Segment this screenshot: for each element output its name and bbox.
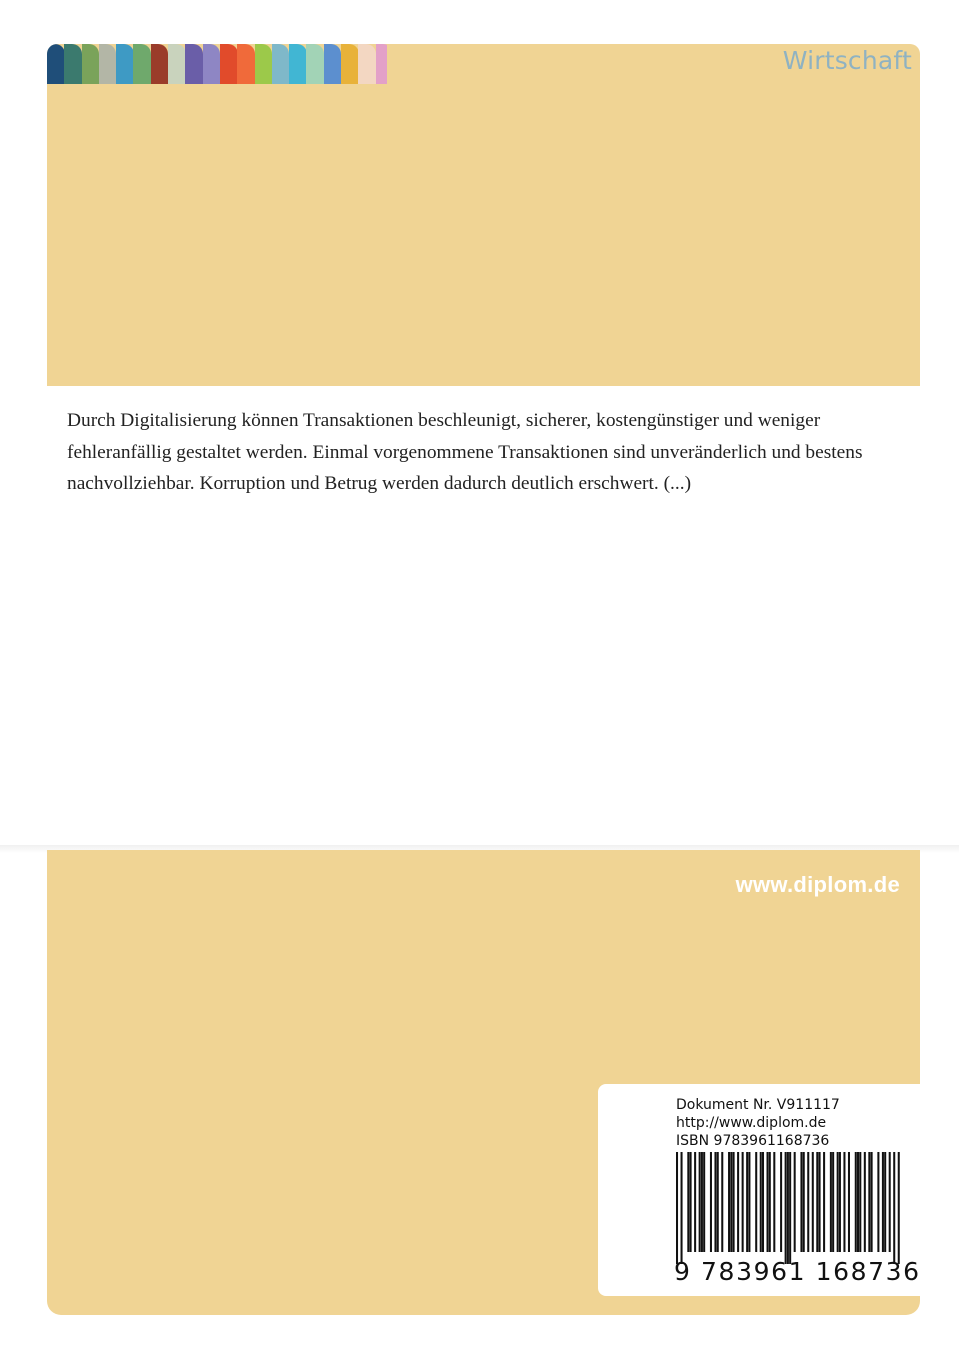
barcode-bar [681,1152,683,1264]
color-stripe [203,44,221,84]
color-stripe [289,44,307,84]
color-stripe [237,44,255,84]
barcode-bar [889,1152,891,1252]
barcode-bar [823,1152,825,1252]
barcode-bar [733,1152,735,1252]
barcode-bar [848,1152,850,1252]
barcode-bar [687,1152,689,1252]
color-stripe [306,44,324,84]
barcode-bar [721,1152,723,1252]
barcode-bar [728,1152,730,1252]
barcode-bar [898,1152,900,1264]
category-label: Wirtschaft [782,46,912,75]
barcode-bar [830,1152,832,1252]
barcode-bar [785,1152,787,1264]
color-stripe [116,44,134,84]
barcode-bar [819,1152,821,1252]
barcode-bar [877,1152,879,1252]
barcode-bar [746,1152,748,1252]
barcode-bar [773,1152,775,1252]
barcode-bar [812,1152,814,1252]
barcode-bar [859,1152,861,1252]
barcode-bar [789,1152,791,1264]
barcode-bar [893,1152,895,1264]
barcode-bar [857,1152,859,1252]
barcode-bar [855,1152,857,1252]
barcode-bar [748,1152,750,1252]
color-stripe [220,44,238,84]
barcode-bar [710,1152,712,1252]
color-stripe [168,44,186,84]
barcode-digits: 9 783961 168736 [674,1257,921,1286]
color-stripe [82,44,100,84]
color-stripe [272,44,290,84]
color-stripes [47,44,387,84]
document-number: Dokument Nr. V911117 [676,1097,840,1113]
barcode-bar [832,1152,834,1252]
barcode-bar [762,1152,764,1252]
barcode-bar [884,1152,886,1252]
color-stripe [358,44,376,84]
barcode-bar [843,1152,845,1252]
color-stripe [47,44,65,84]
barcode-bar [868,1152,870,1252]
barcode-bar [767,1152,769,1252]
barcode-bar [816,1152,818,1252]
barcode-bar [742,1152,744,1252]
barcode-bar [800,1152,802,1252]
barcode-bar [769,1152,771,1252]
color-stripe [185,44,203,84]
barcode-bar [794,1152,796,1252]
barcode-icon [676,1152,900,1264]
barcode-bar [701,1152,703,1252]
barcode-bar [780,1152,782,1252]
color-stripe [99,44,117,84]
publisher-website[interactable]: www.diplom.de [735,872,900,897]
barcode-bar [803,1152,805,1252]
barcode-bar [703,1152,705,1252]
barcode-bar [871,1152,873,1252]
barcode-bar [755,1152,757,1252]
barcode-bar [864,1152,866,1252]
cover-top-panel [47,44,920,386]
barcode-bar [714,1152,716,1252]
color-stripe [376,44,387,84]
barcode-bar [837,1152,839,1252]
barcode-bar [882,1152,884,1252]
isbn-number: ISBN 9783961168736 [676,1133,830,1149]
barcode-bar [694,1152,696,1252]
barcode-bar [717,1152,719,1252]
barcode-bar [839,1152,841,1252]
color-stripe [133,44,151,84]
barcode-bar [737,1152,739,1252]
color-stripe [324,44,342,84]
color-stripe [255,44,273,84]
color-stripe [151,44,169,84]
barcode-bar [730,1152,732,1252]
barcode-bar [690,1152,692,1252]
color-stripe [64,44,82,84]
color-stripe [341,44,359,84]
publisher-url[interactable]: http://www.diplom.de [676,1115,827,1131]
book-blurb: Durch Digitalisierung können Transaktionen beschleunigt, sicherer, kostengünstiger und weniger fehleranfällig gestaltet werden. Einmal vorgenommene Transaktionen sind unveränderlich und bestens nachvollziehbar. Korruption und Betrug werden dadurch deutlich erschwert. (...) [67,410,863,494]
barcode-bar [676,1152,678,1264]
barcode-bar [760,1152,762,1252]
barcode-bar [699,1152,701,1252]
barcode-bar [807,1152,809,1252]
barcode-bar [787,1152,789,1264]
